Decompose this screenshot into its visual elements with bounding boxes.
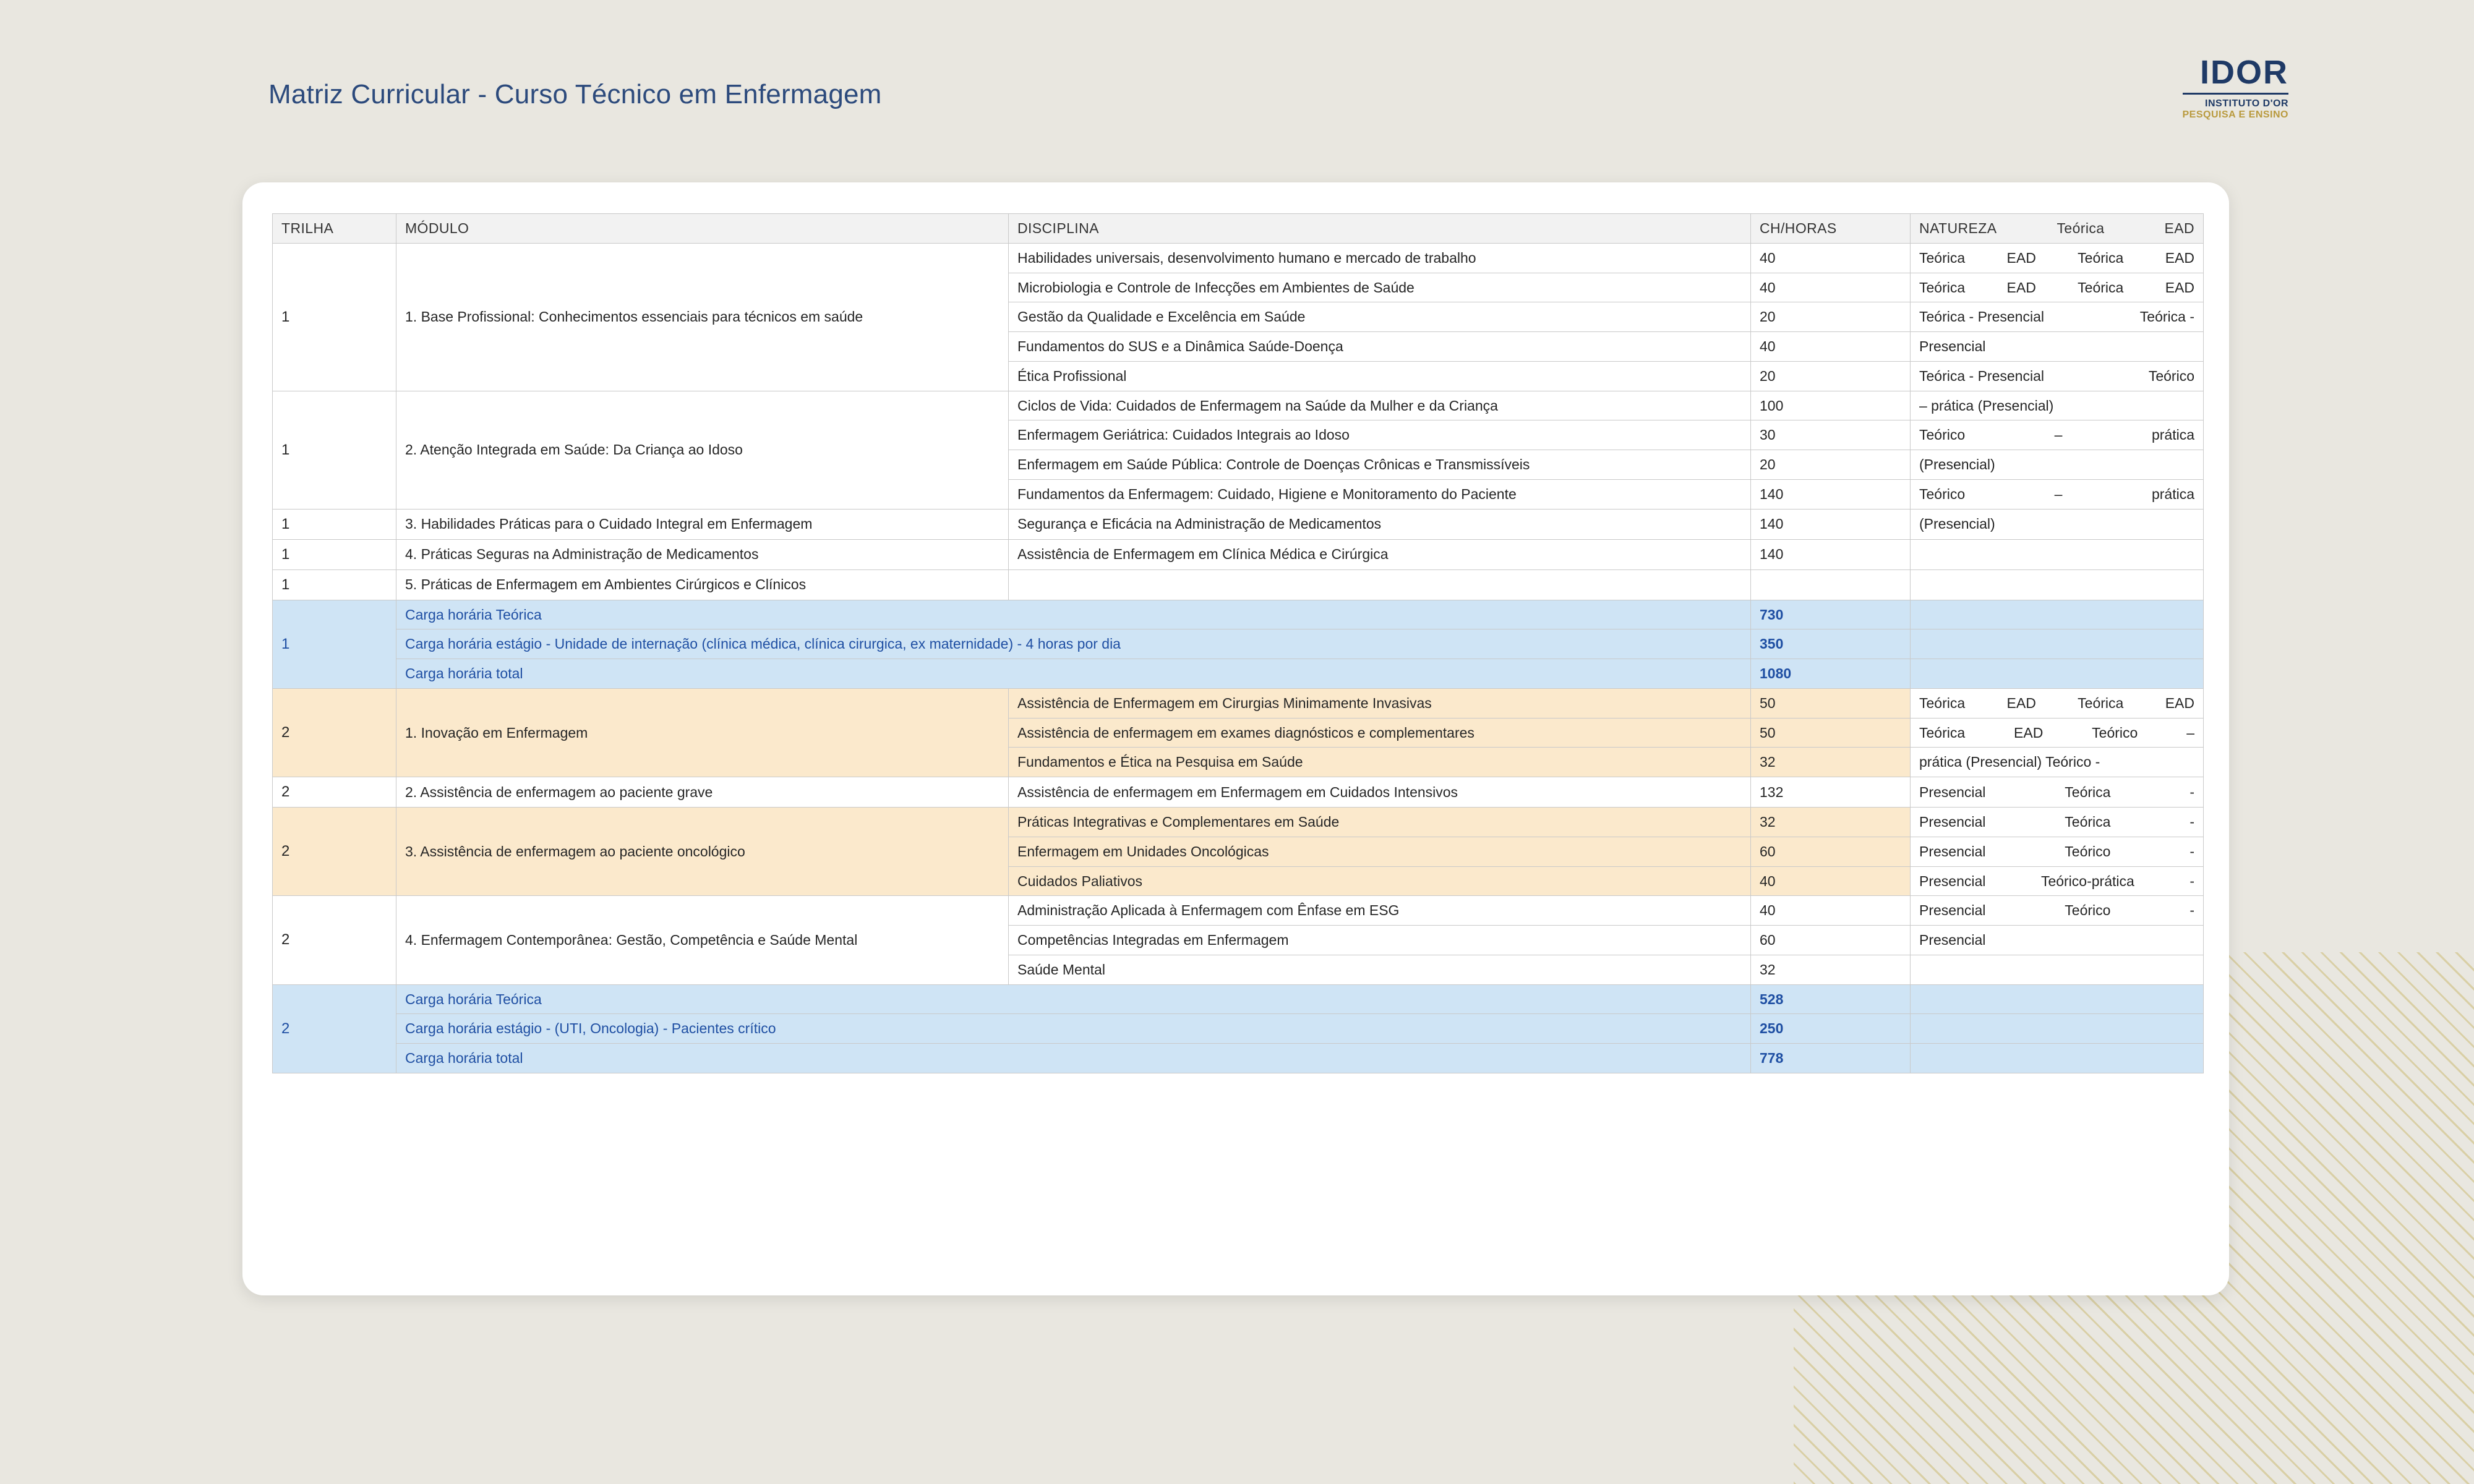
nat-part: Teórica - Presencial: [1919, 367, 2044, 384]
cell-natureza: [1911, 302, 2204, 332]
cell-natureza: [1911, 539, 2204, 569]
cell-modulo: 1. Inovação em Enfermagem: [396, 688, 1009, 777]
header-ch-horas: CH/HORAS: [1751, 214, 1911, 244]
nat-part: Teórico: [2065, 843, 2111, 859]
nat-part: EAD: [2014, 724, 2044, 741]
cell-disciplina: Fundamentos do SUS e a Dinâmica Saúde-Doença: [1009, 332, 1751, 362]
nat-part: Teórico: [2148, 367, 2194, 384]
cell-disciplina: Enfermagem Geriátrica: Cuidados Integrais ao Idoso: [1009, 420, 1751, 450]
summary-value: 528: [1751, 984, 1911, 1014]
cell-ch: 140: [1751, 539, 1911, 569]
nat-part: -: [2189, 814, 2194, 830]
summary-natureza: [1911, 984, 2204, 1014]
table-row: [273, 391, 2204, 420]
nat-part: prática: [2151, 427, 2194, 443]
idor-logo: [2183, 56, 2289, 120]
cell-ch: 40: [1751, 866, 1911, 896]
cell-disciplina: Ciclos de Vida: Cuidados de Enfermagem na Saúde da Mulher e da Criança: [1009, 391, 1751, 420]
cell-natureza: – prática (Presencial): [1911, 391, 2204, 420]
summary-value: 730: [1751, 600, 1911, 629]
cell-disciplina: Assistência de Enfermagem em Cirurgias Minimamente Invasivas: [1009, 688, 1751, 718]
summary-natureza: [1911, 1044, 2204, 1073]
cell-modulo: 2. Atenção Integrada em Saúde: Da Criança ao Idoso: [396, 391, 1009, 509]
curriculum-matrix-table: [272, 213, 2204, 1073]
cell-natureza: [1911, 808, 2204, 837]
cell-ch: 40: [1751, 332, 1911, 362]
table-row: [273, 243, 2204, 273]
summary-row: [273, 984, 2204, 1014]
page-title: Matriz Curricular - Curso Técnico em Enfermagem: [268, 79, 882, 109]
table-row: [273, 569, 2204, 600]
nat-part: Teórica: [2078, 249, 2124, 266]
header-disciplina: DISCIPLINA: [1009, 214, 1751, 244]
header-natureza-ead: EAD: [2164, 220, 2194, 236]
cell-disciplina: Assistência de enfermagem em exames diagnósticos e complementares: [1009, 718, 1751, 748]
nat-part: Teórico: [2065, 902, 2111, 919]
cell-modulo: 4. Enfermagem Contemporânea: Gestão, Competência e Saúde Mental: [396, 896, 1009, 984]
nat-part: Teórica -: [2139, 309, 2194, 325]
nat-part: -: [2189, 783, 2194, 800]
nat-part: EAD: [2006, 694, 2036, 711]
cell-disciplina: [1009, 569, 1751, 600]
cell-natureza: [1911, 479, 2204, 509]
cell-ch: 50: [1751, 718, 1911, 748]
summary-row: [273, 1044, 2204, 1073]
header-natureza-label: NATUREZA: [1919, 220, 1997, 236]
cell-disciplina: Competências Integradas em Enfermagem: [1009, 926, 1751, 955]
nat-part: -: [2189, 872, 2194, 889]
cell-ch: 32: [1751, 808, 1911, 837]
summary-label: Carga horária total: [396, 659, 1751, 689]
nat-part: Presencial: [1919, 902, 1986, 919]
cell-trilha: 1: [273, 391, 396, 509]
logo-wordmark: IDOR: [2200, 54, 2288, 91]
header-natureza-teorica: Teórica: [2057, 220, 2105, 236]
summary-row: [273, 629, 2204, 659]
cell-disciplina: Enfermagem em Saúde Pública: Controle de Doenças Crônicas e Transmissíveis: [1009, 450, 1751, 480]
cell-disciplina: Fundamentos da Enfermagem: Cuidado, Higiene e Monitoramento do Paciente: [1009, 479, 1751, 509]
summary-value: 250: [1751, 1014, 1911, 1044]
nat-part: Teórica: [1919, 724, 1966, 741]
nat-part: -: [2189, 843, 2194, 859]
nat-part: –: [2054, 485, 2063, 502]
cell-ch: 60: [1751, 926, 1911, 955]
cell-natureza: (Presencial): [1911, 509, 2204, 539]
cell-natureza: (Presencial): [1911, 450, 2204, 480]
cell-natureza: [1911, 688, 2204, 718]
nat-part: EAD: [2165, 249, 2194, 266]
cell-disciplina: Segurança e Eficácia na Administração de Medicamentos: [1009, 509, 1751, 539]
cell-ch: 32: [1751, 955, 1911, 984]
cell-ch: 140: [1751, 479, 1911, 509]
nat-part: Teórica: [2078, 279, 2124, 296]
cell-modulo: 5. Práticas de Enfermagem em Ambientes Cirúrgicos e Clínicos: [396, 569, 1009, 600]
logo-divider: [2183, 93, 2289, 95]
summary-label: Carga horária Teórica: [396, 600, 1751, 629]
summary-row: [273, 659, 2204, 689]
summary-value: 1080: [1751, 659, 1911, 689]
table-row: [273, 688, 2204, 718]
nat-part: Presencial: [1919, 843, 1986, 859]
summary-label: Carga horária Teórica: [396, 984, 1751, 1014]
cell-disciplina: Ética Profissional: [1009, 361, 1751, 391]
cell-disciplina: Habilidades universais, desenvolvimento humano e mercado de trabalho: [1009, 243, 1751, 273]
cell-ch: 20: [1751, 450, 1911, 480]
nat-part: EAD: [2165, 279, 2194, 296]
nat-part: Teórica: [1919, 249, 1966, 266]
summary-row: [273, 1014, 2204, 1044]
cell-natureza: prática (Presencial) Teórico -: [1911, 748, 2204, 777]
cell-ch: [1751, 569, 1911, 600]
header-trilha: TRILHA: [273, 214, 396, 244]
nat-part: Presencial: [1919, 814, 1986, 830]
cell-modulo: 2. Assistência de enfermagem ao paciente grave: [396, 777, 1009, 808]
cell-ch: 32: [1751, 748, 1911, 777]
nat-part: prática: [2151, 485, 2194, 502]
cell-modulo: 1. Base Profissional: Conhecimentos essenciais para técnicos em saúde: [396, 243, 1009, 391]
summary-label: Carga horária estágio - (UTI, Oncologia) - Pacientes crítico: [396, 1014, 1751, 1044]
cell-disciplina: Administração Aplicada à Enfermagem com Ênfase em ESG: [1009, 896, 1751, 926]
nat-part: Teórica: [2078, 694, 2124, 711]
header-modulo: MÓDULO: [396, 214, 1009, 244]
cell-disciplina: Práticas Integrativas e Complementares em Saúde: [1009, 808, 1751, 837]
nat-part: Teórica: [1919, 694, 1966, 711]
cell-natureza: Presencial: [1911, 332, 2204, 362]
header-natureza: [1911, 214, 2204, 244]
cell-natureza: [1911, 777, 2204, 808]
cell-ch: 40: [1751, 273, 1911, 302]
cell-trilha: 1: [273, 243, 396, 391]
nat-part: Teórica - Presencial: [1919, 309, 2044, 325]
summary-value: 778: [1751, 1044, 1911, 1073]
cell-trilha: 2: [273, 896, 396, 984]
cell-ch: 20: [1751, 361, 1911, 391]
table-header-row: [273, 214, 2204, 244]
cell-disciplina: Fundamentos e Ética na Pesquisa em Saúde: [1009, 748, 1751, 777]
nat-part: Presencial: [1919, 872, 1986, 889]
cell-natureza: [1911, 273, 2204, 302]
cell-natureza: [1911, 896, 2204, 926]
cell-ch: 132: [1751, 777, 1911, 808]
nat-part: Teórica: [1919, 279, 1966, 296]
cell-natureza: [1911, 569, 2204, 600]
logo-subtitle-institute: INSTITUTO D'OR: [2205, 98, 2288, 109]
nat-part: EAD: [2165, 694, 2194, 711]
cell-ch: 100: [1751, 391, 1911, 420]
cell-trilha: 2: [273, 777, 396, 808]
summary-label: Carga horária estágio - Unidade de internação (clínica médica, clínica cirurgica, ex maternidade) - 4 horas por dia: [396, 629, 1751, 659]
cell-disciplina: Enfermagem em Unidades Oncológicas: [1009, 837, 1751, 866]
cell-trilha: 1: [273, 509, 396, 539]
cell-disciplina: Gestão da Qualidade e Excelência em Saúde: [1009, 302, 1751, 332]
cell-natureza: [1911, 361, 2204, 391]
summary-natureza: [1911, 659, 2204, 689]
logo-subtitle-research: PESQUISA E ENSINO: [2182, 109, 2288, 120]
summary-natureza: [1911, 1014, 2204, 1044]
table-row: [273, 509, 2204, 539]
nat-part: Teórico: [2092, 724, 2138, 741]
nat-part: Teórico-prática: [2040, 872, 2134, 889]
summary-value: 350: [1751, 629, 1911, 659]
cell-disciplina: Assistência de enfermagem em Enfermagem em Cuidados Intensivos: [1009, 777, 1751, 808]
cell-trilha: 1: [273, 539, 396, 569]
summary-label: Carga horária total: [396, 1044, 1751, 1073]
cell-natureza: [1911, 243, 2204, 273]
summary-natureza: [1911, 629, 2204, 659]
cell-trilha: 2: [273, 688, 396, 777]
cell-ch: 40: [1751, 243, 1911, 273]
cell-ch: 50: [1751, 688, 1911, 718]
nat-part: EAD: [2006, 249, 2036, 266]
nat-part: Teórica: [2065, 814, 2111, 830]
nat-part: EAD: [2006, 279, 2036, 296]
cell-ch: 60: [1751, 837, 1911, 866]
cell-trilha: 2: [273, 984, 396, 1073]
nat-part: –: [2186, 724, 2194, 741]
table-row: [273, 539, 2204, 569]
table-row: [273, 896, 2204, 926]
table-row: [273, 808, 2204, 837]
cell-natureza: [1911, 955, 2204, 984]
cell-ch: 140: [1751, 509, 1911, 539]
cell-modulo: 3. Habilidades Práticas para o Cuidado Integral em Enfermagem: [396, 509, 1009, 539]
cell-natureza: [1911, 866, 2204, 896]
nat-part: Presencial: [1919, 783, 1986, 800]
cell-disciplina: Saúde Mental: [1009, 955, 1751, 984]
summary-natureza: [1911, 600, 2204, 629]
cell-natureza: Presencial: [1911, 926, 2204, 955]
cell-modulo: 3. Assistência de enfermagem ao paciente oncológico: [396, 808, 1009, 896]
nat-part: -: [2189, 902, 2194, 919]
cell-natureza: [1911, 420, 2204, 450]
cell-trilha: 1: [273, 569, 396, 600]
cell-ch: 30: [1751, 420, 1911, 450]
cell-ch: 40: [1751, 896, 1911, 926]
nat-part: Teórico: [1919, 485, 1966, 502]
cell-trilha: 1: [273, 600, 396, 688]
table-row: [273, 777, 2204, 808]
nat-part: –: [2054, 427, 2063, 443]
nat-part: Teórica: [2065, 783, 2111, 800]
cell-ch: 20: [1751, 302, 1911, 332]
cell-natureza: [1911, 718, 2204, 748]
cell-natureza: [1911, 837, 2204, 866]
cell-modulo: 4. Práticas Seguras na Administração de Medicamentos: [396, 539, 1009, 569]
summary-row: [273, 600, 2204, 629]
cell-disciplina: Microbiologia e Controle de Infecções em Ambientes de Saúde: [1009, 273, 1751, 302]
cell-trilha: 2: [273, 808, 396, 896]
cell-disciplina: Assistência de Enfermagem em Clínica Médica e Cirúrgica: [1009, 539, 1751, 569]
cell-disciplina: Cuidados Paliativos: [1009, 866, 1751, 896]
nat-part: Teórico: [1919, 427, 1966, 443]
